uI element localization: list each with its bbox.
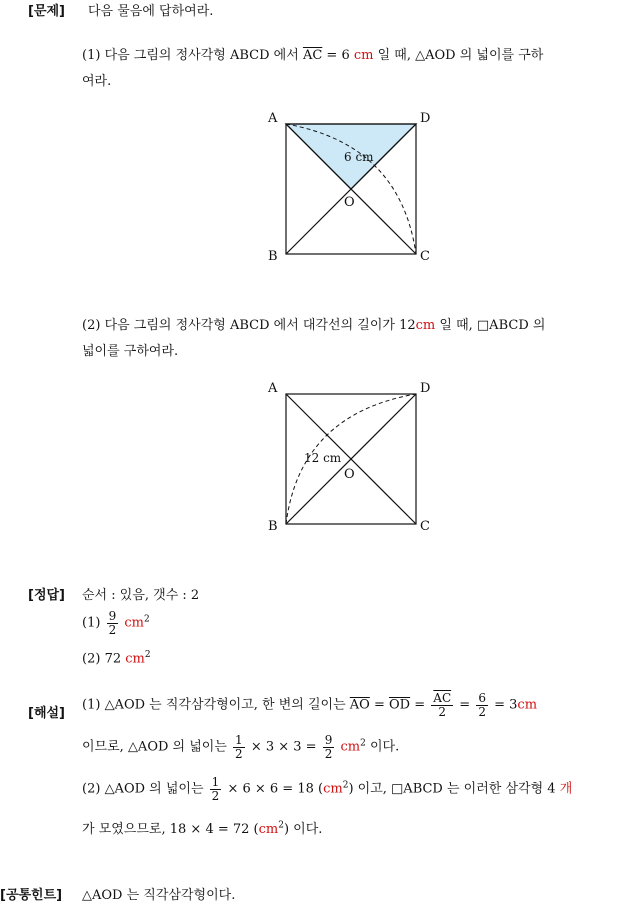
s1-eq4: = 3 — [494, 697, 518, 713]
s2-l2-exp: 2 — [278, 820, 284, 831]
s1-f4-den: 2 — [324, 746, 333, 761]
s1-l2-post: 이다. — [369, 739, 400, 755]
s1-l2-pre: 이므로, △AOD 의 넓이는 — [82, 739, 227, 755]
s1-f4-num: 9 — [324, 733, 333, 747]
figure-1 — [260, 104, 440, 270]
s1-l2-mid: × 3 × 3 = — [250, 739, 317, 755]
answer-1-denominator: 2 — [108, 622, 117, 637]
s2-unit: cm — [323, 781, 343, 797]
answer-tag: [정답] — [28, 588, 65, 603]
label-d: D — [420, 111, 431, 126]
solution-2-line-1 — [82, 776, 572, 802]
s2-exp: 2 — [342, 780, 349, 791]
answer-2-unit: cm — [125, 651, 145, 667]
label-c: C — [420, 249, 430, 264]
label-o: O — [344, 467, 355, 482]
answer-1-exp: 2 — [143, 614, 150, 625]
s1-f3-num: 1 — [235, 733, 243, 747]
s2-l2-unit: cm — [258, 822, 279, 837]
s1-f1-den: 2 — [438, 704, 447, 719]
s1-l2-unit: cm — [340, 739, 361, 755]
s2-l2-pre: 가 모였으므로, 18 × 4 = 72 ( — [82, 822, 259, 837]
answer-1-unit: cm — [124, 615, 144, 631]
s1-fraction-half — [233, 734, 245, 760]
s1-fraction-ac — [431, 692, 453, 718]
answer-1-number: (1) — [82, 615, 101, 631]
s1-fraction-6 — [476, 692, 488, 718]
s2-f-den: 2 — [211, 788, 220, 803]
answer-2 — [82, 650, 151, 666]
s1-f2-den: 2 — [478, 704, 486, 719]
question-2-line-2: 넓이를 구하여라. — [82, 344, 179, 359]
s1-eq1: = — [373, 697, 385, 713]
problem-tag: [문제] — [28, 4, 65, 19]
s1-eq2: = — [414, 697, 426, 713]
q1-post: 일 때, △AOD 의 넓이를 구하 — [377, 48, 544, 63]
q1-eq: = 6 — [326, 48, 350, 63]
solution-2-line-2 — [82, 818, 322, 837]
answer-2-exp: 2 — [144, 650, 151, 660]
s1-f3-den: 2 — [235, 746, 243, 761]
answer-2-value: 72 — [104, 651, 122, 667]
length-label: 12 cm — [304, 451, 342, 465]
label-c: C — [420, 519, 430, 534]
question-2-line-1 — [82, 314, 545, 333]
s1-p1: △AOD 는 직각삼각형이고, 한 변의 길이는 — [104, 697, 346, 713]
answer-meta: 순서 : 있음, 갯수 : 2 — [82, 588, 200, 603]
s1-f2-num: 6 — [478, 691, 486, 705]
s1-number: (1) — [82, 697, 101, 713]
s1-l2-exp: 2 — [360, 738, 366, 749]
s2-fraction-half — [210, 776, 222, 802]
s1-fraction-9 — [323, 734, 335, 760]
solution-1-line-1 — [82, 692, 537, 718]
q1-segment: $\overline{AC}$ — [302, 48, 323, 63]
solution-tag: [해설] — [28, 706, 65, 721]
s2-p1: △AOD 의 넓이는 — [104, 781, 204, 797]
question-1-line-2: 여라. — [82, 74, 112, 89]
answer-2-number: (2) — [82, 651, 101, 667]
label-a: A — [268, 111, 278, 126]
q2-pre: 다음 그림의 정사각형 ABCD 에서 대각선의 길이가 12 — [104, 318, 416, 333]
label-a: A — [268, 381, 278, 396]
s1-ao: $\overline{AO}$ — [349, 697, 370, 713]
s2-count: 개 — [559, 781, 573, 797]
q2-post: 일 때, □ABCD 의 — [439, 318, 546, 333]
hint-tag: [공통힌트] — [0, 888, 63, 903]
s1-eq3: = — [459, 697, 471, 713]
q1-number: (1) — [82, 48, 101, 63]
s1-f1-num: $\overline{AC}$ — [433, 691, 452, 705]
s2-f-num: 1 — [211, 775, 220, 789]
s2-p2: × 6 × 6 = 18 ( — [227, 781, 324, 797]
s2-l2-post: ) 이다. — [283, 822, 323, 837]
q1-unit: cm — [353, 48, 374, 63]
figure-2 — [260, 374, 440, 540]
length-label: 6 cm — [344, 150, 374, 164]
s2-number: (2) — [82, 781, 101, 797]
label-b: B — [268, 249, 278, 264]
s1-od: $\overline{OD}$ — [389, 697, 411, 713]
solution-1-line-2 — [82, 734, 399, 760]
label-o: O — [344, 195, 355, 210]
answer-1-numerator: 9 — [108, 609, 117, 623]
hint-text: △AOD 는 직각삼각형이다. — [82, 888, 236, 903]
problem-intro: 다음 물음에 답하여라. — [88, 4, 214, 19]
s2-p3: ) 이고, □ABCD 는 이러한 삼각형 4 — [348, 781, 556, 797]
q1-pre: 다음 그림의 정사각형 ABCD 에서 — [104, 48, 299, 63]
s1-unit: cm — [517, 697, 538, 713]
q2-number: (2) — [82, 318, 101, 333]
question-1-line-1 — [82, 44, 543, 63]
answer-1-fraction — [107, 610, 119, 636]
label-b: B — [268, 519, 278, 534]
answer-1 — [82, 610, 150, 636]
q2-unit: cm — [415, 318, 436, 333]
label-d: D — [420, 381, 431, 396]
